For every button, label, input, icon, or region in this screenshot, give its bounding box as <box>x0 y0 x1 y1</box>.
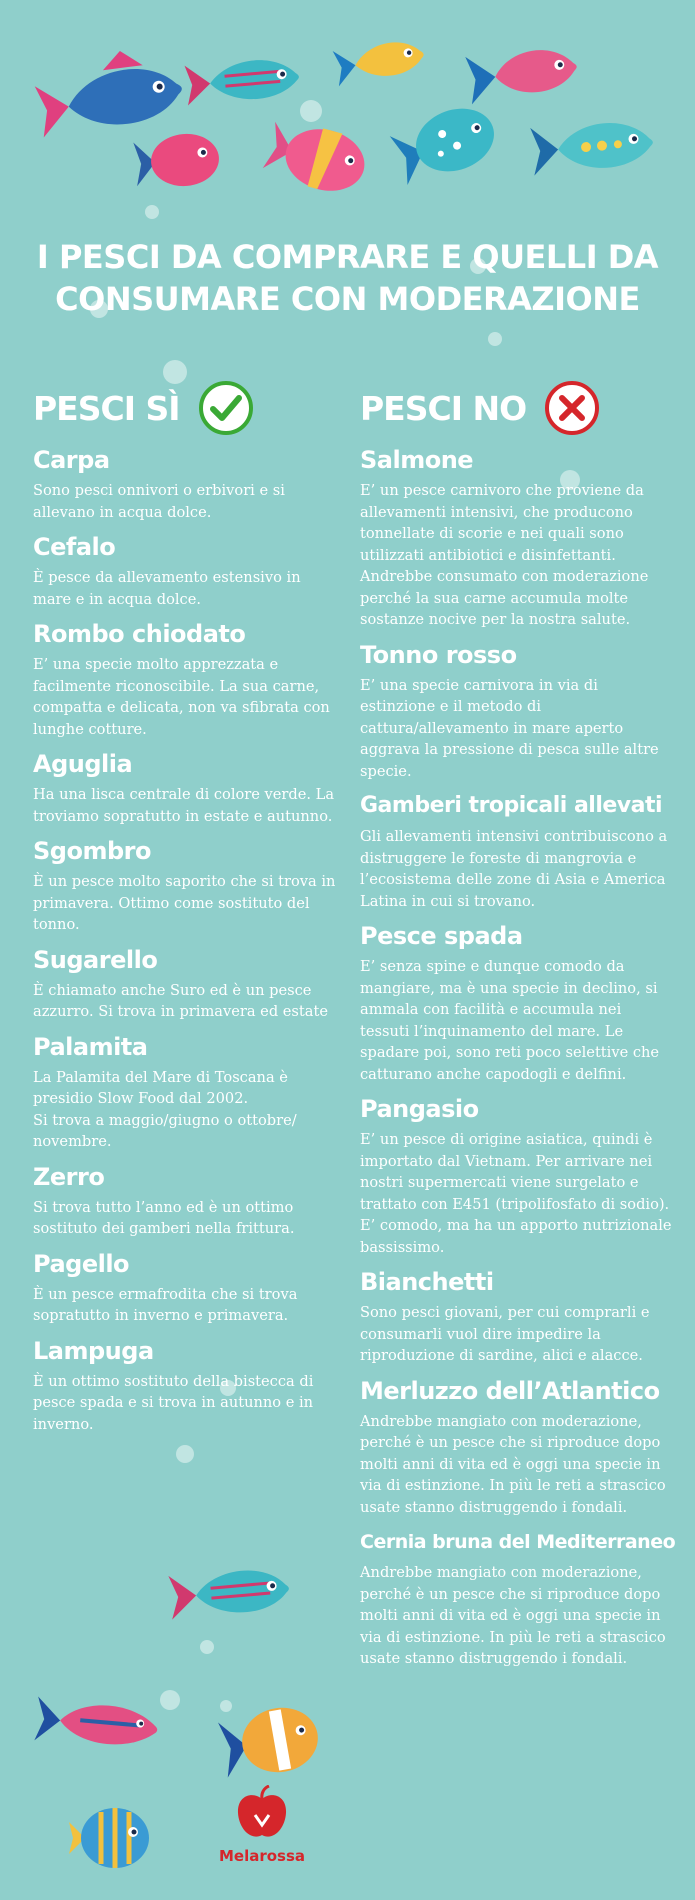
fish-entry <box>360 1266 675 1367</box>
fish-entry <box>33 1248 343 1327</box>
fish-name: Bianchetti <box>360 1268 494 1296</box>
fish-icon <box>34 1697 159 1751</box>
check-circle-icon <box>198 380 254 436</box>
fish-description: E’ una specie molto apprezzata e facilmente riconoscibile. La sua carne, compatta e delicata, non va sfibrata con lunghe cotture. <box>33 656 330 738</box>
fish-name: Cefalo <box>33 533 116 561</box>
bubble-icon <box>176 1445 194 1463</box>
fish-name: Aguglia <box>33 750 133 778</box>
fish-description: E’ senza spine e dunque comodo da mangiare, ma è una specie in declino, si ammala con facilità e accumula nei tessuti l’inquinamento del mare. Le spadare poi, sono reti poco selettive che catturano anche capodogli e delfini. <box>360 958 660 1083</box>
fish-name: Salmone <box>360 446 474 474</box>
fish-name: Sgombro <box>33 837 151 865</box>
fish-name: Merluzzo dell’Atlantico <box>360 1376 660 1405</box>
fish-description: Andrebbe mangiato con moderazione, perché è un pesce che si riproduce dopo molti anni di vita ed è oggi una specie in via di estinzione. In più le reti a strascico usate stanno distruggendo i fondali. <box>360 1412 666 1516</box>
fish-name: Cernia bruna del Mediterraneo <box>360 1531 676 1553</box>
fish-description: Sono pesci giovani, per cui comprarli e consumarli vuol dire impedire la riproduzione di sardine, alici e alacce. <box>360 1304 650 1364</box>
pesci-no-list <box>360 444 675 1670</box>
fish-icon <box>465 42 580 105</box>
fish-entry <box>33 1335 343 1436</box>
fish-description: Ha una lisca centrale di colore verde. La troviamo sopratutto in estate e autunno. <box>33 786 335 825</box>
fish-icon <box>333 36 427 87</box>
fish-description: È un pesce ermafrodita che si trova sopratutto in inverno e primavera. <box>33 1285 298 1324</box>
fish-icon <box>261 116 371 199</box>
pesci-si-list <box>33 444 343 1435</box>
fish-name: Palamita <box>33 1032 148 1061</box>
fish-entry <box>33 1161 343 1240</box>
fish-entry <box>33 444 343 523</box>
fish-entry <box>360 790 675 912</box>
bubble-icon <box>160 1690 180 1710</box>
fish-description: E’ un pesce carnivoro che proviene da allevamenti intensivi, che producono tonnellate di scorie e nei quali sono utilizzati antibiotici e disinfettanti. Andrebbe consumato con moderazione perché la sua carne accumula molte sostanze nocive per la nostra salute. <box>360 482 649 628</box>
pesci-no-header <box>360 380 675 436</box>
bubble-icon <box>200 1640 214 1654</box>
fish-entry <box>33 835 343 936</box>
bubble-icon <box>300 100 322 122</box>
fish-description: E’ un pesce di origine asiatica, quindi è importato dal Vietnam. Per arrivare nei nostri supermercati viene surgelato e trattato con E451 (tripolifosfato di sodio). E’ comodo, ma ha un apporto nutrizionale bassissimo. <box>360 1131 672 1256</box>
pesci-no-column <box>360 380 675 1678</box>
pesci-si-column <box>33 380 343 1443</box>
fish-name: Tonno rosso <box>360 640 517 669</box>
melarossa-logo <box>212 1785 312 1865</box>
fish-name: Gamberi tropicali allevati <box>360 793 663 818</box>
fish-entry <box>33 1031 343 1153</box>
fish-description: È chiamato anche Suro ed è un pesce azzurro. Si trova in primavera ed estate <box>33 981 328 1020</box>
fish-description: È un pesce molto saporito che si trova in primavera. Ottimo come sostituto del tonno. <box>33 873 336 933</box>
fish-name: Carpa <box>33 446 110 474</box>
fish-entry <box>360 444 675 631</box>
pesci-si-heading: PESCI SÌ <box>33 388 180 428</box>
fish-entry <box>33 618 343 740</box>
bubble-icon <box>220 1700 232 1712</box>
fish-icon <box>31 41 186 138</box>
fish-entry <box>360 1526 675 1670</box>
fish-entry <box>360 920 675 1085</box>
pesci-no-heading: PESCI NO <box>360 388 527 428</box>
fish-name: Sugarello <box>33 945 158 974</box>
fish-entry <box>360 1093 675 1258</box>
fish-name: Pangasio <box>360 1095 479 1123</box>
fish-icon <box>185 56 301 106</box>
fish-icon <box>530 117 655 175</box>
fish-icon <box>133 131 221 190</box>
fish-icon <box>168 1565 290 1619</box>
fish-entry <box>360 639 675 783</box>
fish-name: Pesce spada <box>360 922 523 950</box>
fish-name: Rombo chiodato <box>33 620 246 648</box>
fish-icon <box>69 1808 149 1868</box>
bubble-icon <box>145 205 159 219</box>
fish-entry <box>33 748 343 827</box>
fish-description: È pesce da allevamento estensivo in mare e in acqua dolce. <box>33 569 301 608</box>
fish-description: È un ottimo sostituto della bistecca di pesce spada e si trova in autunno e in inverno. <box>33 1372 314 1433</box>
fish-description: Andrebbe mangiato con moderazione, perché è un pesce che si riproduce dopo molti anni di vita ed è oggi una specie in via di estinzione. In più le reti a strascico usate stanno distruggendo i fondali. <box>360 1564 666 1667</box>
fish-icon <box>217 1702 323 1782</box>
fish-description: Si trova tutto l’anno ed è un ottimo sostituto dei gamberi nella frittura. <box>33 1198 295 1237</box>
fish-description: E’ una specie carnivora in via di estinzione e il metodo di cattura/allevamento in mare aperto aggrava la pressione di pesca sulle altre specie. <box>360 676 659 780</box>
red-apple-icon <box>235 1785 289 1841</box>
bubble-icon <box>488 332 502 346</box>
fish-entry <box>33 944 343 1023</box>
fish-name: Lampuga <box>33 1336 154 1365</box>
fish-name: Pagello <box>33 1249 130 1278</box>
fish-name: Zerro <box>33 1162 105 1191</box>
fish-entry <box>33 531 343 610</box>
fish-description: La Palamita del Mare di Toscana è presidio Slow Food dal 2002. Si trova a maggio/giugno o ottobre/ novembre. <box>33 1068 297 1150</box>
fish-description: Sono pesci onnivori o erbivori e si allevano in acqua dolce. <box>33 482 285 521</box>
fish-description: Gli allevamenti intensivi contribuiscono a distruggere le foreste di mangrovia e l’ecosistema delle zone di Asia e America Latina in cui si trovano. <box>360 828 668 910</box>
fish-icon <box>388 98 502 189</box>
page-title: I PESCI DA COMPRARE E QUELLI DA CONSUMARE CON MODERAZIONE <box>36 238 659 318</box>
fish-entry <box>360 1375 675 1519</box>
cross-circle-icon <box>544 380 600 436</box>
logo-text: Melarossa <box>218 1847 306 1865</box>
pesci-si-header <box>33 380 343 436</box>
